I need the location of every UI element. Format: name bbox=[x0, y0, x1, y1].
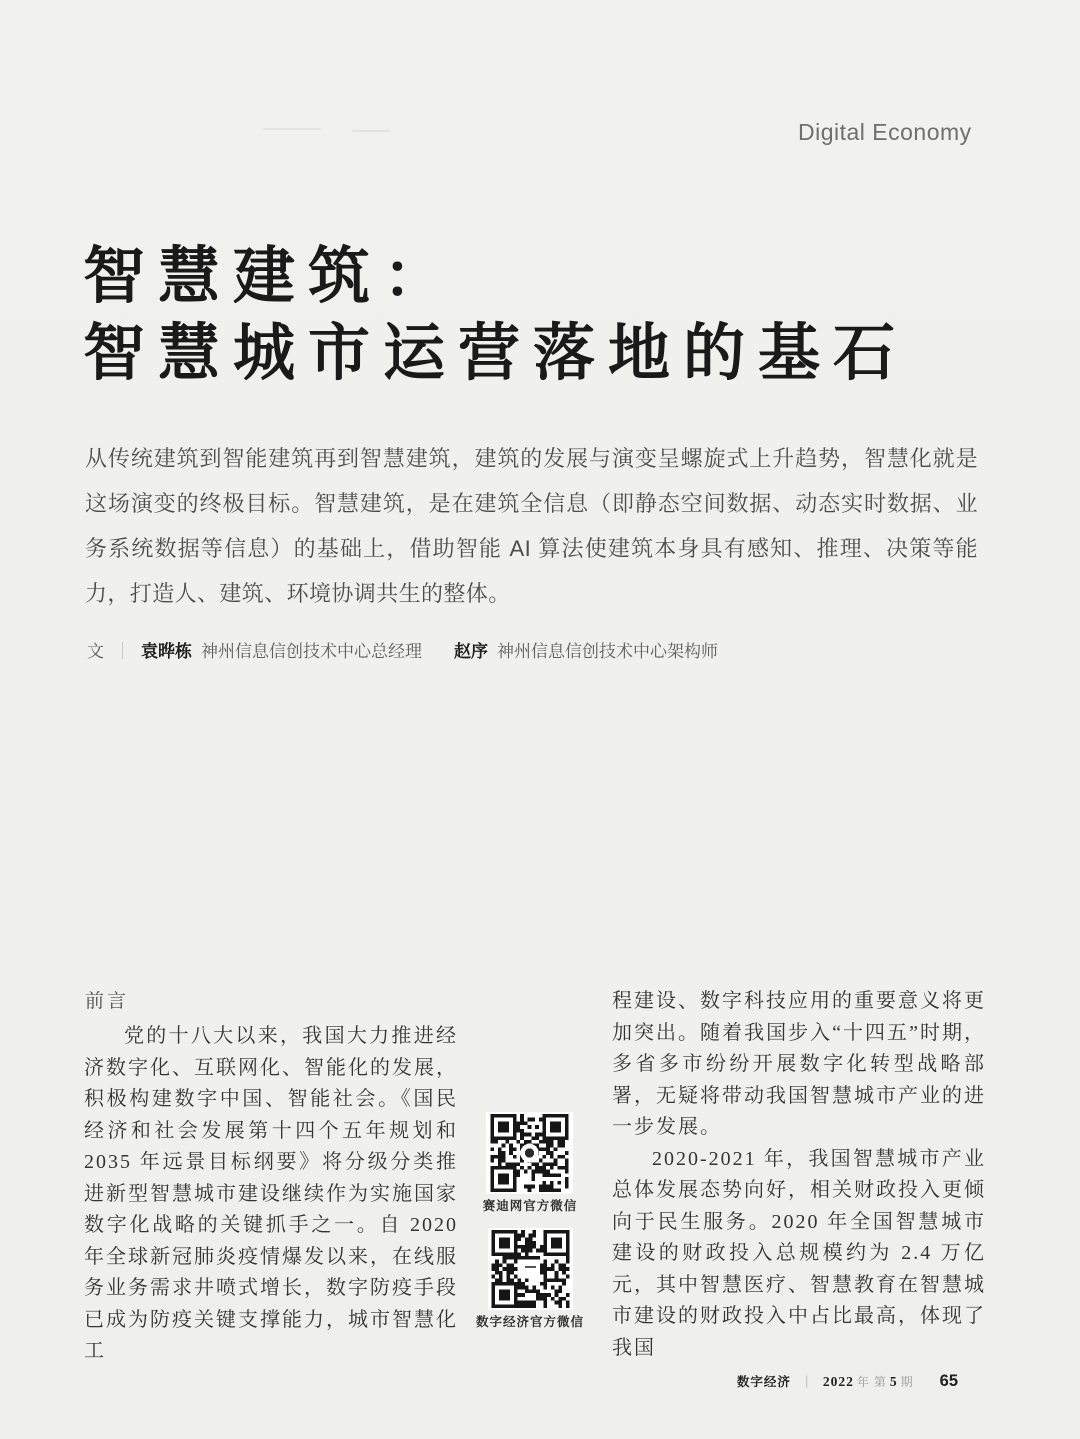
article-title-line2: 智慧城市运营落地的基石 bbox=[83, 319, 909, 388]
body-column-right bbox=[612, 986, 986, 1364]
author2-title: 神州信息信创技术中心架构师 bbox=[497, 642, 718, 661]
section-heading-foreword: 前言 bbox=[85, 991, 130, 1012]
footer-year-label: 年 第 bbox=[856, 1375, 887, 1389]
body-paragraph: 2020-2021 年，我国智慧城市产业总体发展态势向好，相关财政投入更倾向于民生服务。2020 年全国智慧城市建设的财政投入总规模约为 2.4 万亿元，其中智慧医疗、智慧教育在智慧城市建设的财政投入中占比最高，体现了我国 bbox=[612, 1147, 986, 1359]
section-header: Digital Economy bbox=[798, 119, 972, 145]
footer-page-number: 65 bbox=[939, 1372, 958, 1390]
article-title-line1: 智慧建筑： bbox=[83, 242, 459, 311]
author1-name: 袁晔栋 bbox=[141, 642, 192, 661]
qr-code-saidi-wechat bbox=[486, 1112, 573, 1194]
footer-issue-label: 期 bbox=[900, 1375, 914, 1389]
qr-code-digital-economy-wechat bbox=[488, 1228, 573, 1310]
footer-issue: 5 bbox=[889, 1374, 898, 1389]
byline bbox=[87, 637, 718, 662]
footer-journal-name: 数字经济 bbox=[736, 1375, 791, 1389]
footer-year: 2022 bbox=[822, 1374, 854, 1389]
body-column-left bbox=[84, 986, 458, 1368]
article-title bbox=[83, 238, 908, 392]
author2-name: 赵序 bbox=[454, 642, 488, 661]
scan-smudge bbox=[263, 128, 321, 130]
byline-prefix: 文 bbox=[87, 642, 104, 661]
qr-caption-saidi-wechat: 赛迪网官方微信 bbox=[482, 1199, 578, 1213]
page-footer bbox=[0, 1372, 958, 1391]
qr-caption-digital-economy-wechat: 数字经济官方微信 bbox=[475, 1315, 584, 1329]
author1-title: 神州信息信创技术中心总经理 bbox=[201, 642, 422, 661]
body-paragraph: 程建设、数字科技应用的重要意义将更加突出。随着我国步入“十四五”时期，多省多市纷纷开展数字化转型战略部署，无疑将带动我国智慧城市产业的进一步发展。 bbox=[612, 990, 986, 1138]
footer-separator: ｜ bbox=[800, 1375, 813, 1389]
scan-smudge bbox=[352, 130, 390, 132]
article-abstract: 从传统建筑到智能建筑再到智慧建筑，建筑的发展与演变呈螺旋式上升趋势，智慧化就是这场演变的终极目标。智慧建筑，是在建筑全信息（即静态空间数据、动态实时数据、业务系统数据等信息）的基础上，借助智能 AI 算法使建筑本身具有感知、推理、决策等能力，打造人、建筑、环境协调共生的整体。 bbox=[85, 446, 978, 606]
body-paragraph: 党的十八大以来，我国大力推进经济数字化、互联网化、智能化的发展，积极构建数字中国、智能社会。《国民经济和社会发展第十四个五年规划和 2035 年远景目标纲要》将分级分类推进新型智慧城市建设继续作为实施国家数字化战略的关键抓手之一。自 2020 年全球新冠肺炎疫情爆发以来，在线服务业务需求井喷式增长，数字防疫手段已成为防疫关键支撑能力，城市智慧化工 bbox=[84, 1025, 458, 1362]
byline-separator: ｜ bbox=[114, 642, 131, 661]
